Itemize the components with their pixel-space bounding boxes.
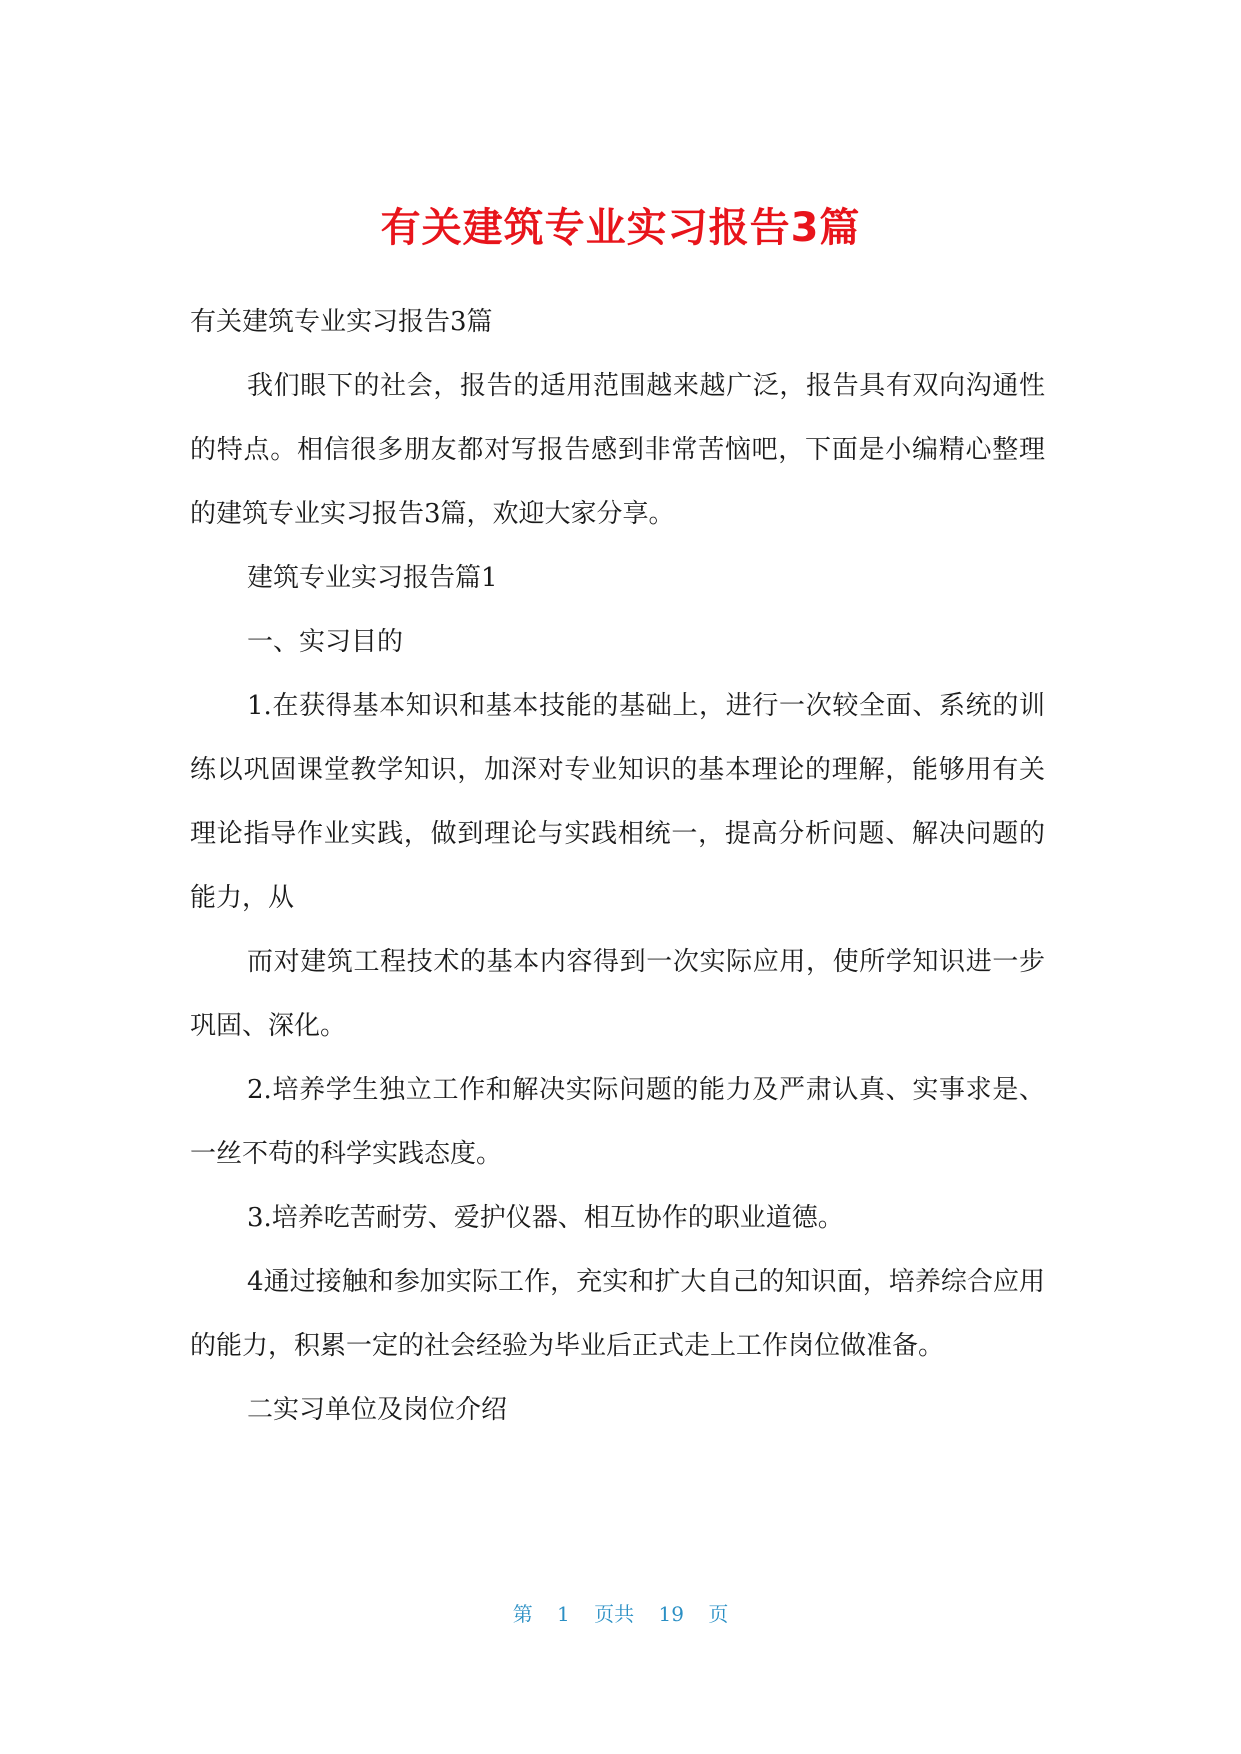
footer-label-page: 第 (512, 1602, 533, 1626)
page-footer (0, 1598, 1241, 1627)
paragraph: 1.在获得基本知识和基本技能的基础上，进行一次较全面、系统的训练以巩固课堂教学知识，加深对专业知识的基本理论的理解，能够用有关理论指导作业实践，做到理论与实践相统一，提高分析问题、解决问题的能力，从 (190, 691, 1045, 913)
footer-total-pages: 19 (658, 1602, 684, 1626)
footer-current-page: 1 (557, 1602, 570, 1626)
paragraph: 4通过接触和参加实际工作，充实和扩大自己的知识面，培养综合应用的能力，积累一定的社会经验为毕业后正式走上工作岗位做准备。 (190, 1267, 1045, 1361)
footer-label-end: 页 (708, 1602, 729, 1626)
paragraph: 而对建筑工程技术的基本内容得到一次实际应用，使所学知识进一步巩固、深化。 (190, 947, 1045, 1041)
document-title: 有关建筑专业实习报告3篇 (380, 205, 861, 251)
section-heading: 一、实习目的 (247, 627, 404, 657)
paragraph: 2.培养学生独立工作和解决实际问题的能力及严肃认真、实事求是、一丝不苟的科学实践态度。 (190, 1075, 1045, 1169)
footer-label-of: 页共 (594, 1602, 635, 1626)
document-body (190, 290, 1045, 1442)
paragraph: 我们眼下的社会，报告的适用范围越来越广泛，报告具有双向沟通性的特点。相信很多朋友都对写报告感到非常苦恼吧，下面是小编精心整理的建筑专业实习报告3篇，欢迎大家分享。 (190, 371, 1045, 529)
section-heading: 建筑专业实习报告篇1 (247, 563, 498, 593)
paragraph: 3.培养吃苦耐劳、爱护仪器、相互协作的职业道德。 (247, 1203, 844, 1233)
paragraph: 有关建筑专业实习报告3篇 (190, 307, 493, 337)
section-heading: 二实习单位及岗位介绍 (247, 1395, 508, 1425)
